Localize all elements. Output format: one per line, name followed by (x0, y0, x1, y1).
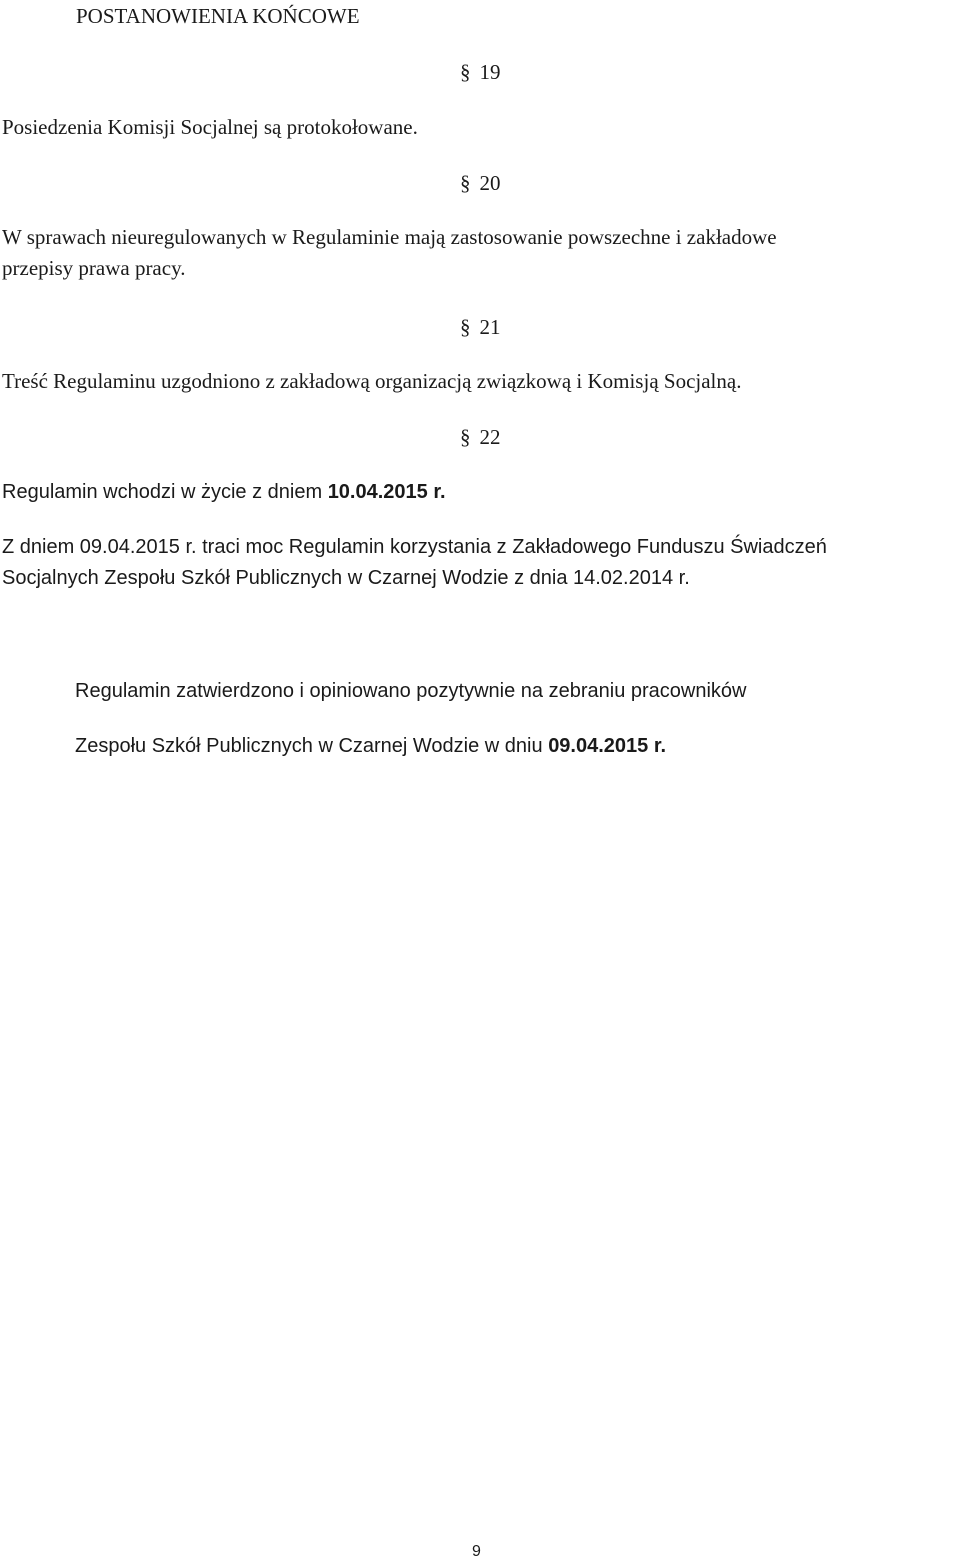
approval-text: Zespołu Szkół Publicznych w Czarnej Wodzie w dniu (75, 735, 549, 757)
paragraph-number-22 (460, 427, 501, 448)
section-sign: § (460, 315, 471, 339)
paragraph-number-19 (460, 62, 501, 83)
section-sign: § (460, 171, 471, 195)
approval-date: 09.04.2015 r. (548, 735, 667, 757)
paragraph-22-text (2, 482, 446, 502)
paragraph-20-text (2, 222, 958, 284)
paragraph-number-20 (460, 173, 501, 194)
paragraph-line: W sprawach nieuregulowanych w Regulaminie mają zastosowanie powszechne i zakładowe (2, 225, 777, 249)
effective-date: 10.04.2015 r. (327, 481, 446, 503)
section-heading: POSTANOWIENIA KOŃCOWE (76, 4, 360, 28)
page-number: 9 (472, 1543, 481, 1560)
paragraph-21-text: Treść Regulaminu uzgodniono z zakładową organizacją związkową i Komisją Socjalną. (2, 369, 742, 393)
approval-line-2 (75, 736, 666, 756)
paragraph-number: 20 (479, 171, 501, 195)
section-sign: § (460, 60, 471, 84)
paragraph-number: 19 (479, 60, 501, 84)
paragraph-line: przepisy prawa pracy. (2, 256, 186, 280)
paragraph-line: Socjalnych Zespołu Szkół Publicznych w Czarnej Wodzie z dnia 14.02.2014 r. (2, 567, 690, 589)
paragraph-number: 22 (479, 425, 501, 449)
paragraph-line: Z dniem 09.04.2015 r. traci moc Regulamin korzystania z Zakładowego Funduszu Świadczeń (2, 536, 827, 558)
paragraph-number-21 (460, 317, 501, 338)
section-sign: § (460, 425, 471, 449)
approval-line-1: Regulamin zatwierdzono i opiniowano pozytywnie na zebraniu pracowników (75, 680, 747, 702)
repeal-paragraph (2, 532, 958, 594)
effective-date-text: Regulamin wchodzi w życie z dniem (2, 481, 328, 503)
paragraph-number: 21 (479, 315, 501, 339)
paragraph-19-text: Posiedzenia Komisji Socjalnej są protokołowane. (2, 115, 418, 139)
